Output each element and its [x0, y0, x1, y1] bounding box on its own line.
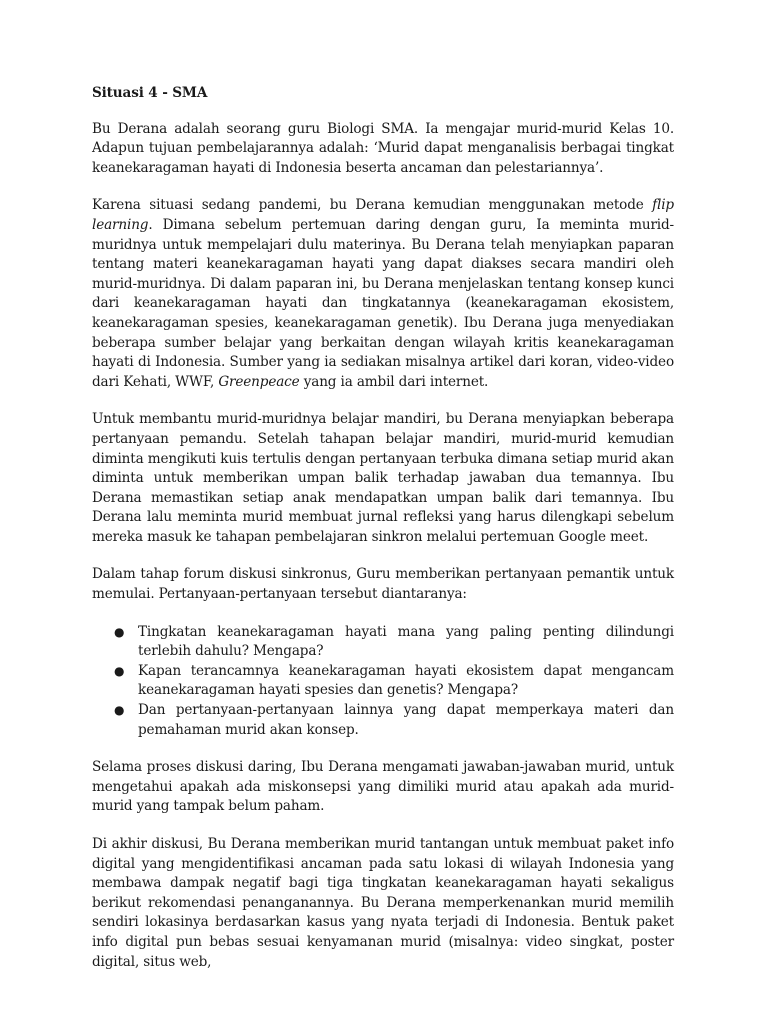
document-page: [92, 84, 674, 990]
question-text: Tingkatan keanekaragaman hayati mana yang paling penting dilindungi terlebih dahulu? Mengapa?: [138, 623, 674, 660]
question-text: Dan pertanyaan-pertanyaan lainnya yang dapat memperkaya materi dan pemahaman murid akan konsep.: [138, 702, 674, 738]
paragraph-2-part-3: yang ia ambil dari internet.: [299, 373, 489, 390]
paragraph-3: Untuk membantu murid-muridnya belajar mandiri, bu Derana menyiapkan beberapa pertanyaan pemandu. Setelah tahapan belajar mandiri, murid-murid kemudian diminta mengikuti kuis tertulis dengan pertanyaan terbuka dimana setiap murid akan diminta untuk memberikan umpan balik terhadap jawaban dua temannya. Ibu Derana memastikan setiap anak mendapatkan umpan balik dari temannya. Ibu Derana lalu meminta murid membuat jurnal refleksi yang harus dilengkapi sebelum mereka masuk ke tahapan pembelajaran sinkron melalui pertemuan Google meet.: [92, 411, 674, 545]
paragraph-1: Bu Derana adalah seorang guru Biologi SMA. Ia mengajar murid-murid Kelas 10. Adapun tujuan pembelajarannya adalah: ‘Murid dapat menganalisis berbagai tingkat keanekaragaman hayati di Indonesia beserta ancaman dan pelestariannya’.: [92, 120, 674, 176]
flip-learning-term: flip learning: [92, 197, 674, 233]
document-heading: Situasi 4 - SMA: [92, 85, 208, 101]
question-item: [92, 623, 674, 662]
bullet-icon: ●: [114, 703, 125, 718]
question-item: [92, 701, 674, 740]
paragraph-5: Selama proses diskusi daring, Ibu Derana mengamati jawaban-jawaban murid, untuk mengetahui apakah ada miskonsepsi yang dimiliki murid atau apakah ada murid-murid yang tampak belum paham.: [92, 759, 674, 815]
question-text: Kapan terancamnya keanekaragaman hayati ekosistem dapat mengancam keanekaragaman hayati spesies dan genetis? Mengapa?: [138, 662, 674, 699]
bullet-icon: ●: [114, 624, 125, 639]
paragraph-2: [92, 196, 674, 392]
question-list: [92, 623, 674, 741]
paragraph-2-part-1: Karena situasi sedang pandemi, bu Derana kemudian menggunakan metode: [92, 197, 653, 214]
paragraph-2-part-2: . Dimana sebelum pertemuan daring dengan guru, Ia meminta murid-muridnya untuk mempelajari dulu materinya. Bu Derana telah menyiapkan paparan tentang materi keanekaragaman hayati yang dapat diakses secara mandiri oleh murid-muridnya. Di dalam paparan ini, bu Derana menjelaskan tentang konsep kunci dari keanekaragaman hayati dan tingkatannya (keanekaragaman ekosistem, keanekaragaman spesies, keanekaragaman genetik). Ibu Derana juga menyediakan beberapa sumber belajar yang berkaitan dengan wilayah kritis keanekaragaman hayati di Indonesia. Sumber yang ia sediakan misalnya artikel dari koran, video-video dari Kehati, WWF,: [92, 216, 674, 390]
paragraph-4: Dalam tahap forum diskusi sinkronus, Guru memberikan pertanyaan pemantik untuk memulai. Pertanyaan-pertanyaan tersebut diantaranya:: [92, 566, 674, 603]
question-item: [92, 662, 674, 701]
paragraph-6: Di akhir diskusi, Bu Derana memberikan murid tantangan untuk membuat paket info digital yang mengidentifikasi ancaman pada satu lokasi di wilayah Indonesia yang membawa dampak negatif bagi tiga tingkatan keanekaragaman hayati sekaligus berikut rekomendasi penanganannya. Bu Derana memperkenankan murid memilih sendiri lokasinya berdasarkan kasus yang nyata terjadi di Indonesia. Bentuk paket info digital pun bebas sesuai kenyamanan murid (misalnya: video singkat, poster digital, situs web,: [92, 836, 674, 970]
bullet-icon: ●: [114, 663, 125, 678]
greenpeace-term: Greenpeace: [218, 373, 300, 390]
